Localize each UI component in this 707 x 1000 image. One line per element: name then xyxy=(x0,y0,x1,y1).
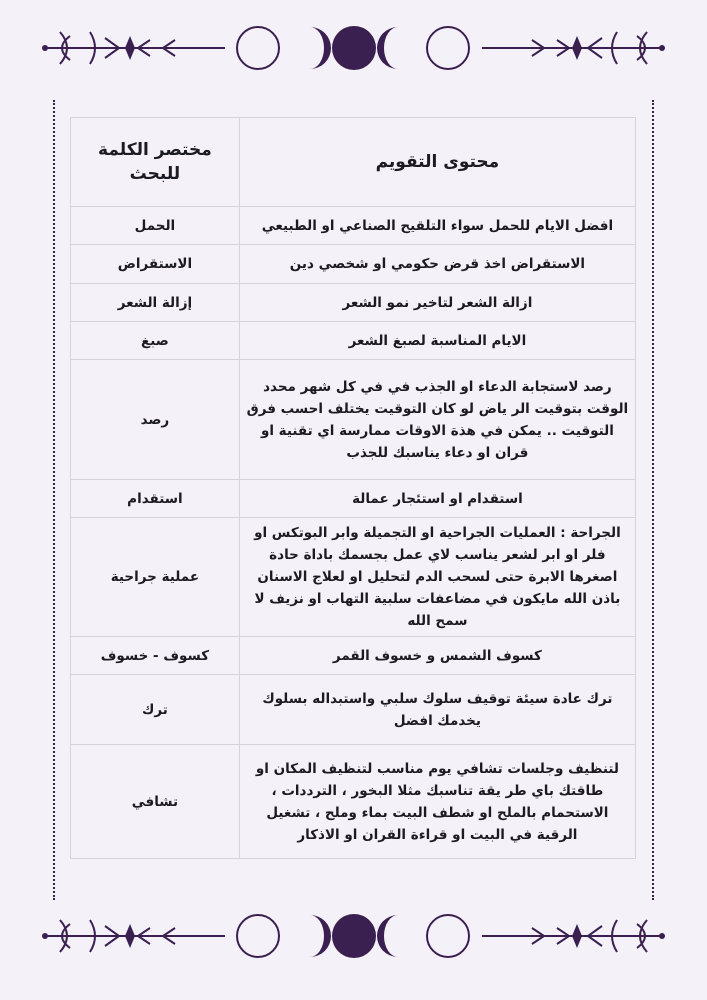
row-key: الاستقراض xyxy=(71,245,240,284)
row-content: لتنظيف وجلسات تشافي يوم مناسب لتنظيف المكان او طاقتك باي طر يقة تناسبك مثلا البخور ، الترددات ، الاستحمام بالملح او شطف البيت بماء وملح ، تشغيل الرقية في البيت او قراءة القران او الاذكار xyxy=(239,745,635,859)
table-row xyxy=(71,637,636,675)
row-content: الايام المناسبة لصبغ الشعر xyxy=(239,322,635,360)
row-content: رصد لاستجابة الدعاء او الجذب في في كل شهر محدد الوقت بتوقيت الر ياض لو كان التوقيت يختلف احسب فرق التوقيت .. يمكن في هذة الاوقات ممارسة اي تقنية او قران او دعاء يناسبك للجذب xyxy=(239,360,635,480)
bottom-moon-ornament xyxy=(0,906,707,966)
calendar-table xyxy=(70,117,636,859)
table-header-row xyxy=(71,118,636,207)
row-key: كسوف - خسوف xyxy=(71,637,240,675)
row-key: تشافي xyxy=(71,745,240,859)
row-content: الجراحة : العمليات الجراحية او التجميلة وابر البوتكس او فلر او ابر لشعر يناسب لاي عمل بجسمك باداة حادة اصغرها الابرة حتى لسحب الدم لتحليل او لعلاج الاسنان باذن الله مايكون في مضاعفات سلبية التهاب او نزيف لا سمح الله xyxy=(239,518,635,637)
row-content: كسوف الشمس و خسوف القمر xyxy=(239,637,635,675)
table-row xyxy=(71,322,636,360)
row-content: الاستقراض اخذ قرض حكومي او شخصي دين xyxy=(239,245,635,284)
row-key: الحمل xyxy=(71,207,240,245)
row-content: ازالة الشعر لتاخير نمو الشعر xyxy=(239,284,635,322)
table-row xyxy=(71,245,636,284)
row-key: إزالة الشعر xyxy=(71,284,240,322)
table-row xyxy=(71,284,636,322)
row-content: استقدام او استئجار عمالة xyxy=(239,480,635,518)
header-key: مختصر الكلمة للبحث xyxy=(71,118,240,207)
row-key: ترك xyxy=(71,675,240,745)
header-content: محتوى التقويم xyxy=(239,118,635,207)
table-row xyxy=(71,675,636,745)
left-dotted-border xyxy=(53,100,55,900)
row-key: رصد xyxy=(71,360,240,480)
row-key: صبغ xyxy=(71,322,240,360)
table-row xyxy=(71,207,636,245)
row-key: استقدام xyxy=(71,480,240,518)
row-content: ترك عادة سيئة توقيف سلوك سلبي واستبداله بسلوك يخدمك افضل xyxy=(239,675,635,745)
table-row xyxy=(71,480,636,518)
top-moon-ornament xyxy=(0,18,707,78)
row-key: عملية جراحية xyxy=(71,518,240,637)
row-content: افضل الايام للحمل سواء التلقيح الصناعي او الطبيعي xyxy=(239,207,635,245)
table-row xyxy=(71,745,636,859)
table-row xyxy=(71,518,636,637)
right-dotted-border xyxy=(652,100,654,900)
table-row xyxy=(71,360,636,480)
